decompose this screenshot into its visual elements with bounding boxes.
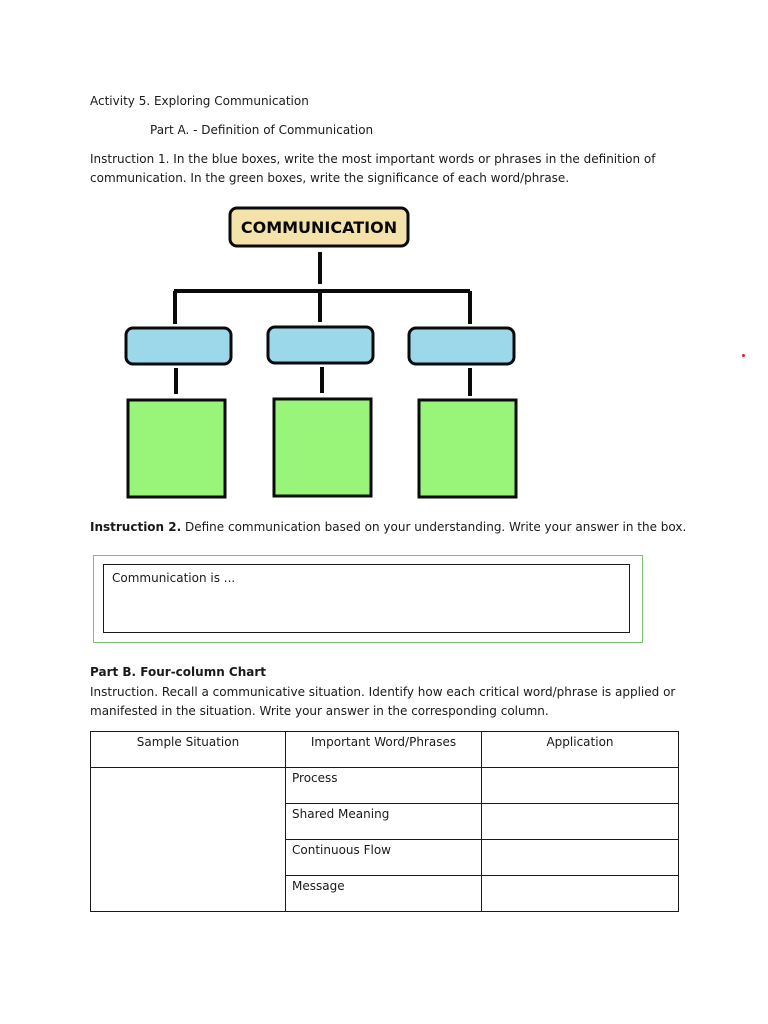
application-cell[interactable]: [482, 840, 679, 876]
header-application: Application: [482, 732, 679, 768]
word-cell: Shared Meaning: [286, 804, 482, 840]
word-cell: Continuous Flow: [286, 840, 482, 876]
instruction-1-line-2: communication. In the green boxes, write the significance of each word/phrase.: [90, 171, 570, 185]
instruction-2-text: Define communication based on your understanding. Write your answer in the box.: [181, 520, 687, 534]
green-box-2[interactable]: [274, 399, 371, 496]
part-b-title: Part B. Four-column Chart: [90, 665, 267, 679]
blue-box-3[interactable]: [409, 328, 514, 364]
part-a-title: Part A. - Definition of Communication: [150, 123, 374, 137]
green-box-3[interactable]: [419, 400, 516, 497]
header-important-words: Important Word/Phrases: [286, 732, 482, 768]
table-header-row: [91, 732, 679, 768]
instruction-1-line-1: Instruction 1. In the blue boxes, write the most important words or phrases in the definition of: [90, 152, 656, 166]
application-cell[interactable]: [482, 804, 679, 840]
part-b-instruction-line-1: Instruction. Recall a communicative situation. Identify how each critical word/phrase is applied or: [90, 685, 676, 699]
table-row: [91, 768, 679, 804]
answer-box[interactable]: [103, 564, 630, 633]
instruction-2-label: Instruction 2.: [90, 520, 182, 534]
stray-mark: [742, 354, 745, 357]
instruction-2: [90, 518, 686, 537]
application-cell[interactable]: [482, 876, 679, 912]
communication-diagram: [120, 200, 520, 505]
part-b-instruction-line-2: manifested in the situation. Write your answer in the corresponding column.: [90, 704, 549, 718]
answer-box-frame: [93, 555, 643, 643]
word-cell: Process: [286, 768, 482, 804]
header-sample-situation: Sample Situation: [91, 732, 286, 768]
blue-box-1[interactable]: [126, 328, 231, 364]
word-cell: Message: [286, 876, 482, 912]
green-box-1[interactable]: [128, 400, 225, 497]
root-label: COMMUNICATION: [240, 218, 398, 237]
blue-box-2[interactable]: [268, 327, 373, 363]
sample-situation-cell[interactable]: [91, 768, 286, 912]
four-column-chart: [90, 731, 679, 912]
application-cell[interactable]: [482, 768, 679, 804]
activity-title: Activity 5. Exploring Communication: [90, 94, 309, 108]
answer-box-text: Communication is ...: [112, 571, 236, 585]
